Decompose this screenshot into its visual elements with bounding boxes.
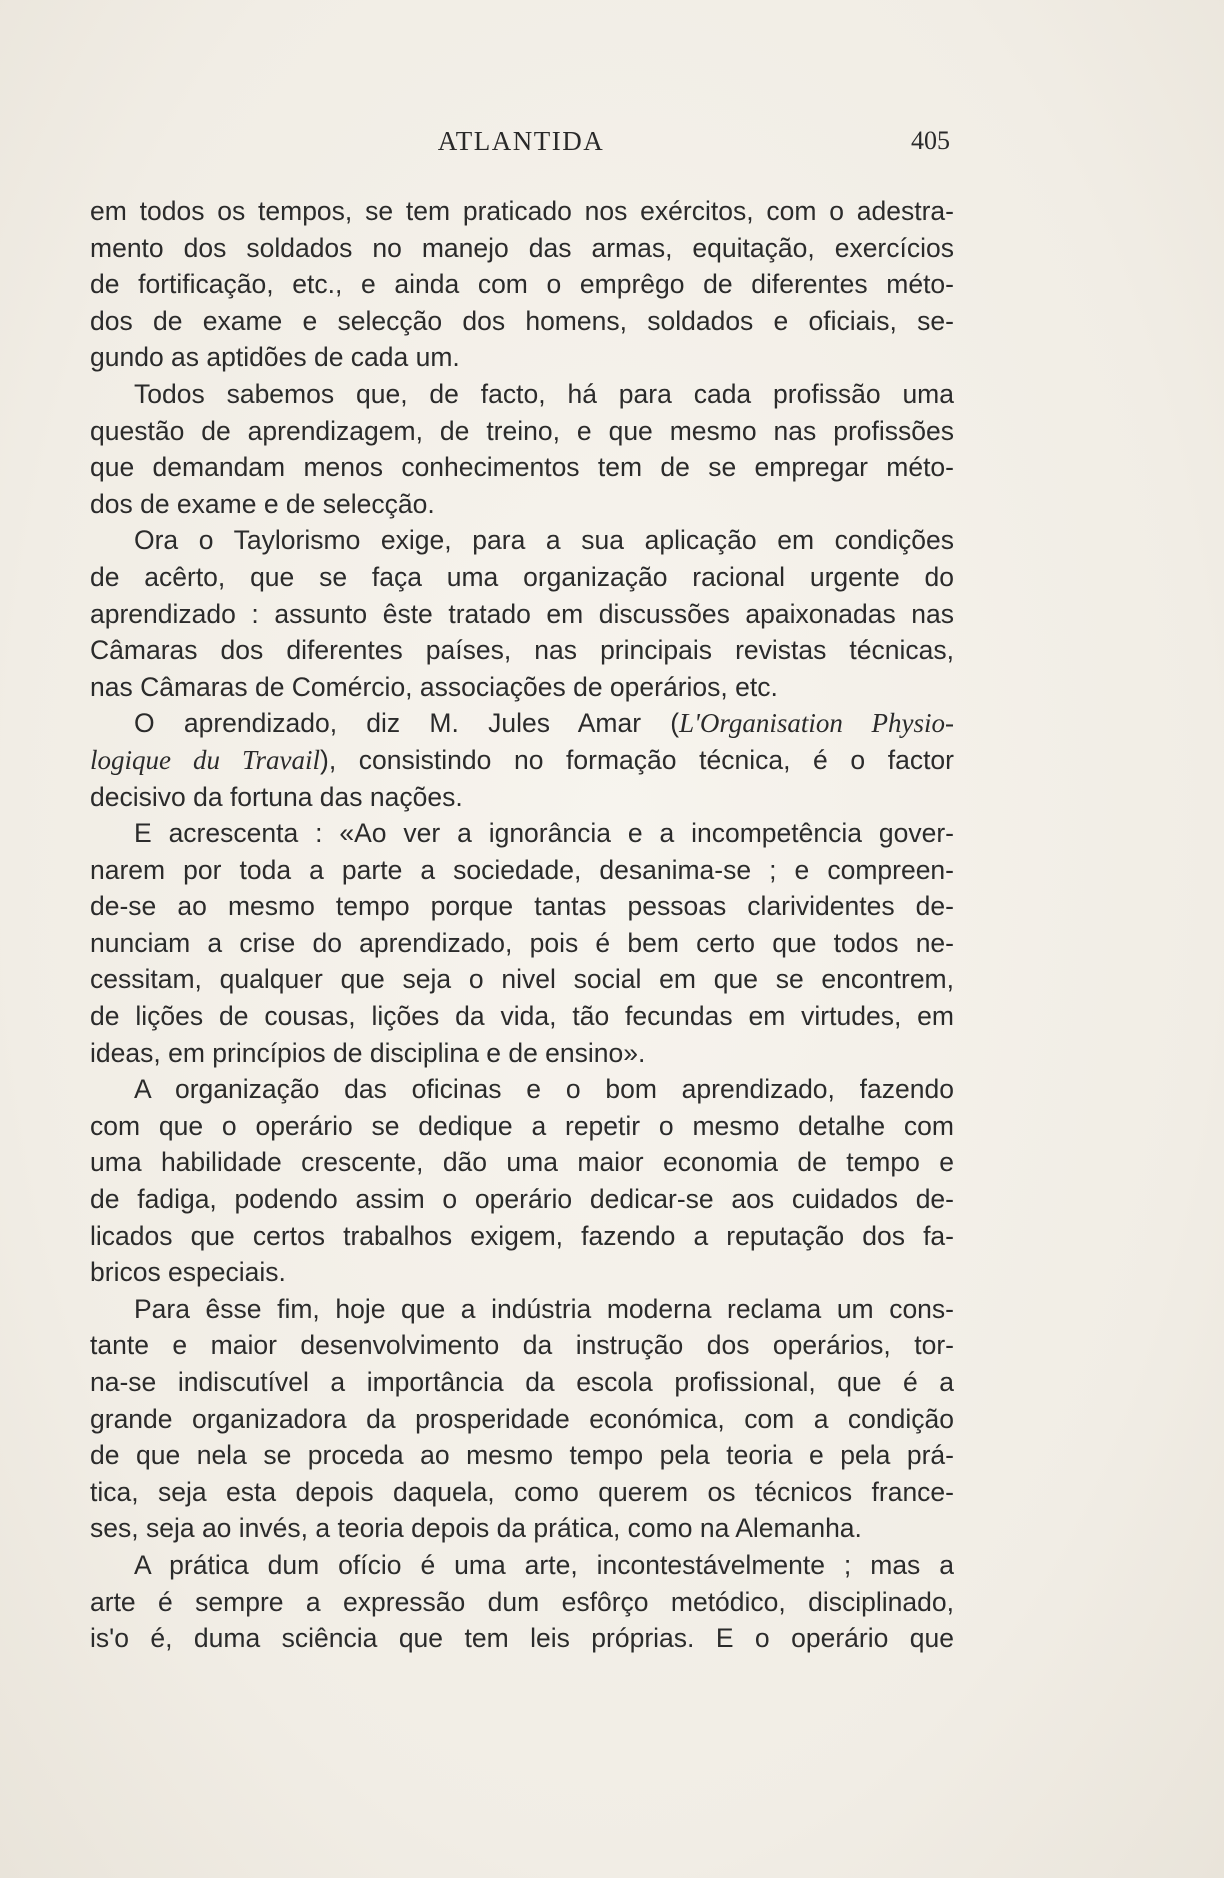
text-run: O aprendizado, diz M. Jules Amar ( <box>134 708 680 739</box>
text-line: em todos os tempos, se tem praticado nos exércitos, com o adestra- <box>90 196 954 226</box>
text-line: A prática dum ofício é uma arte, incontestávelmente ; mas a <box>134 1549 954 1580</box>
text-line <box>90 742 954 779</box>
text-line: A organização das oficinas e o bom aprendizado, fazendo <box>134 1074 954 1105</box>
text-line: tante e maior desenvolvimento da instrução dos operários, tor- <box>90 1330 954 1361</box>
text-line: Todos sabemos que, de facto, há para cada profissão uma <box>134 378 954 409</box>
text-line: mento dos soldados no manejo das armas, equitação, exercícios <box>90 232 954 263</box>
running-title: ATLANTIDA <box>437 126 605 156</box>
text-line: bricos especiais. <box>90 1257 286 1288</box>
text-line: grande organizadora da prosperidade económica, com a condição <box>90 1403 954 1434</box>
text-line: E acrescenta : «Ao ver a ignorância e a incompetência gover- <box>134 818 954 849</box>
text-line: de fadiga, podendo assim o operário dedicar-se aos cuidados de- <box>90 1184 954 1215</box>
text-line: de lições de cousas, lições da vida, tão fecundas em virtudes, em <box>90 1001 954 1032</box>
text-line: uma habilidade crescente, dão uma maior economia de tempo e <box>90 1147 954 1178</box>
text-line: nas Câmaras de Comércio, associações de operários, etc. <box>90 671 778 702</box>
text-line: de acêrto, que se faça uma organização racional urgente do <box>90 561 954 592</box>
text-line: na-se indiscutível a importância da escola profissional, que é a <box>90 1367 954 1397</box>
text-line: cessitam, qualquer que seja o nivel social em que se encontrem, <box>90 964 954 995</box>
italic-title: L'Organisation Physio- <box>679 708 954 739</box>
italic-title: logique du Travail <box>90 744 320 775</box>
text-line: Ora o Taylorismo exige, para a sua aplicação em condições <box>134 525 954 556</box>
text-line: licados que certos trabalhos exigem, fazendo a reputação dos fa- <box>90 1220 954 1251</box>
text-line: questão de aprendizagem, de treino, e que mesmo nas profissões <box>90 415 954 446</box>
text-line: narem por toda a parte a sociedade, desanima-se ; e compreen- <box>90 854 954 885</box>
body-text <box>90 193 954 1657</box>
text-line: Para êsse fim, hoje que a indústria moderna reclama um cons- <box>134 1293 954 1324</box>
text-line: arte é sempre a expressão dum esfôrço metódico, disciplinado, <box>90 1586 954 1617</box>
text-line: ses, seja ao invés, a teoria depois da prática, como na Alemanha. <box>90 1513 862 1544</box>
text-line: nunciam a crise do aprendizado, pois é bem certo que todos ne- <box>90 927 954 958</box>
page-number: 405 <box>911 126 950 155</box>
text-line: is'o é, duma sciência que tem leis próprias. E o operário que <box>90 1623 954 1654</box>
text-line: que demandam menos conhecimentos tem de se empregar méto- <box>90 452 954 483</box>
text-line: aprendizado : assunto êste tratado em discussões apaixonadas nas <box>90 598 954 629</box>
text-line: decisivo da fortuna das nações. <box>90 781 463 812</box>
text-line: de fortificação, etc., e ainda com o emprêgo de diferentes méto- <box>90 269 954 300</box>
text-line <box>90 705 954 742</box>
text-line: tica, seja esta depois daquela, como querem os técnicos france- <box>90 1476 954 1507</box>
text-line: dos de exame e de selecção. <box>90 488 435 519</box>
text-line: gundo as aptidões de cada um. <box>90 342 460 373</box>
text-run: ), consistindo no formação técnica, é o factor <box>320 744 954 775</box>
text-line: dos de exame e selecção dos homens, soldados e oficiais, se- <box>90 305 954 336</box>
page-header <box>92 126 950 162</box>
text-line: de que nela se proceda ao mesmo tempo pela teoria e pela prá- <box>90 1440 954 1471</box>
text-line: de-se ao mesmo tempo porque tantas pessoas clarividentes de- <box>90 891 954 922</box>
text-line: Câmaras dos diferentes países, nas principais revistas técnicas, <box>90 635 954 666</box>
text-line: ideas, em princípios de disciplina e de ensino». <box>90 1037 646 1068</box>
text-line: com que o operário se dedique a repetir o mesmo detalhe com <box>90 1110 954 1141</box>
